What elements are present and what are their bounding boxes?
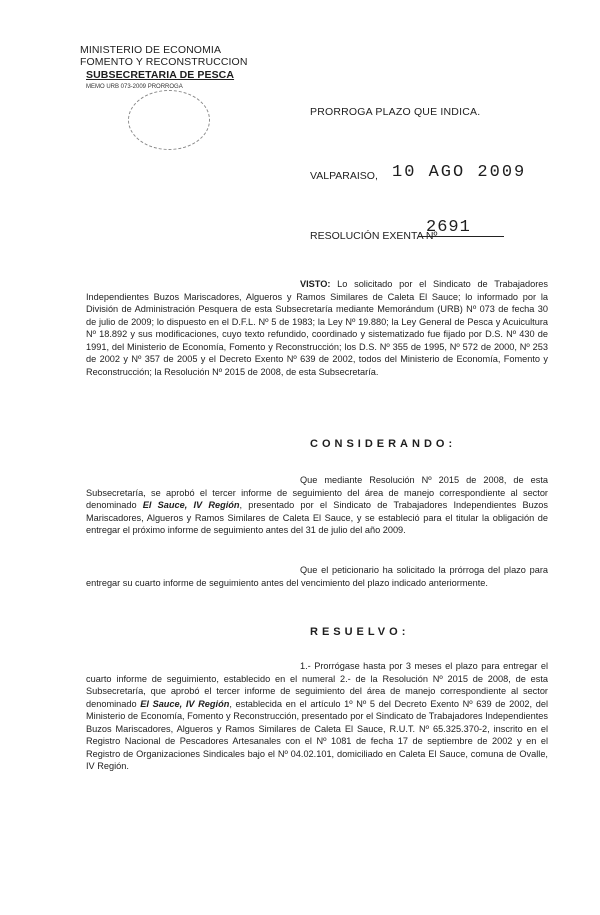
ministry-name-line2: FOMENTO Y RECONSTRUCCION xyxy=(80,56,248,68)
seal-stamp-icon xyxy=(128,90,210,150)
resolution-label: RESOLUCIÓN EXENTA Nº xyxy=(310,230,438,242)
sector-name: El Sauce, IV Región xyxy=(142,500,240,510)
sector-name: El Sauce, IV Región xyxy=(140,698,230,709)
date-stamp: 10 AGO 2009 xyxy=(392,163,527,182)
visto-text: Lo solicitado por el Sindicato de Trabajadores Independientes Buzos Mariscadores, Algueros y Ramos Similares de Caleta El Sauce; lo informado por la División de Administración Pesquera de esta Subsecretaría mediante Memorándum (URB) Nº 073 de fecha 30 de julio de 2009; lo dispuesto en el D.F.L. Nº 5 de 1983; la Ley Nº 19.880; la Ley General de Pesca y Acuicultura Nº 18.892 y sus modificaciones, cuyo texto refundido, coordinado y sistematizado fue fijado por D.S. Nº 430 de 1991, del Ministerio de Economía, Fomento y Reconstrucción; los D.S. Nº 355 de 1995, Nº 572 de 2000, Nº 253 de 2002 y Nº 357 de 2005 y el Decreto Exento Nº 639 de 2002, todos del Ministerio de Economía, Fomento y Reconstrucción; la Resolución Nº 2015 de 2008, de esta Subsecretaría. xyxy=(86,279,548,377)
resolution-underline xyxy=(418,236,504,237)
subject-line: PRORROGA PLAZO QUE INDICA. xyxy=(310,106,481,118)
ministry-name-line1: MINISTERIO DE ECONOMIA xyxy=(80,44,222,56)
resolution-number: 2691 xyxy=(426,218,471,237)
considerando-paragraph-2: Que el peticionario ha solicitado la prórroga del plazo para entregar su cuarto informe de seguimiento antes del vencimiento del plazo indicado anteriormente. xyxy=(86,565,548,588)
considerando-paragraph-1: Que mediante Resolución Nº 2015 de 2008, de esta Subsecretaría, se aprobó el tercer informe de seguimiento del área de manejo correspondiente al sector denominado El Sauce, IV Región, presentado por el Sindicato de Trabajadores Independientes Buzos Mariscadores, Algueros y Ramos Similares de Caleta El Sauce, y se estableció para el titular la obligación de entregar el próximo informe de seguimiento antes del 31 de julio del año 2009. xyxy=(86,475,549,535)
place-label: VALPARAISO, xyxy=(310,170,378,182)
visto-label: VISTO: xyxy=(300,279,331,289)
considerando-heading: CONSIDERANDO: xyxy=(310,438,457,450)
resuelvo-paragraph-1: 1.- Prorrógase hasta por 3 meses el plazo para entregar el cuarto informe de seguimiento, establecido en el numeral 2.- de la Resolución Nº 2015 de 2008, de esta Subsecretaría, que aprobó el tercer informe de seguimiento del área de manejo correspondiente al sector denominado El Sauce, IV Región, establecida en el artículo 1º Nº 5 del Decreto Exento Nº 639 de 2002, del Ministerio de Economía, Fomento y Reconstrucción, presentado por el Sindicato de Trabajadores Independientes Buzos Mariscadores, Algueros y Ramos Similares de Caleta El Sauce, R.U.T. Nº 65.325.370-2, inscrito en el Registro Nacional de Pescadores Artesanales con el Nº 1081 de fecha 17 de septiembre de 2002 y en el Registro de Organizaciones Sindicales bajo el Nº 04.02.101, domiciliado en Caleta El Sauce, comuna de Ovalle, IV Región. xyxy=(86,661,549,771)
resuelvo-heading: RESUELVO: xyxy=(310,626,410,638)
visto-paragraph xyxy=(86,278,548,378)
memo-reference: MEMO URB 073-2009 PRORROGA xyxy=(86,84,183,90)
subsecretaria-name: SUBSECRETARIA DE PESCA xyxy=(86,69,235,81)
